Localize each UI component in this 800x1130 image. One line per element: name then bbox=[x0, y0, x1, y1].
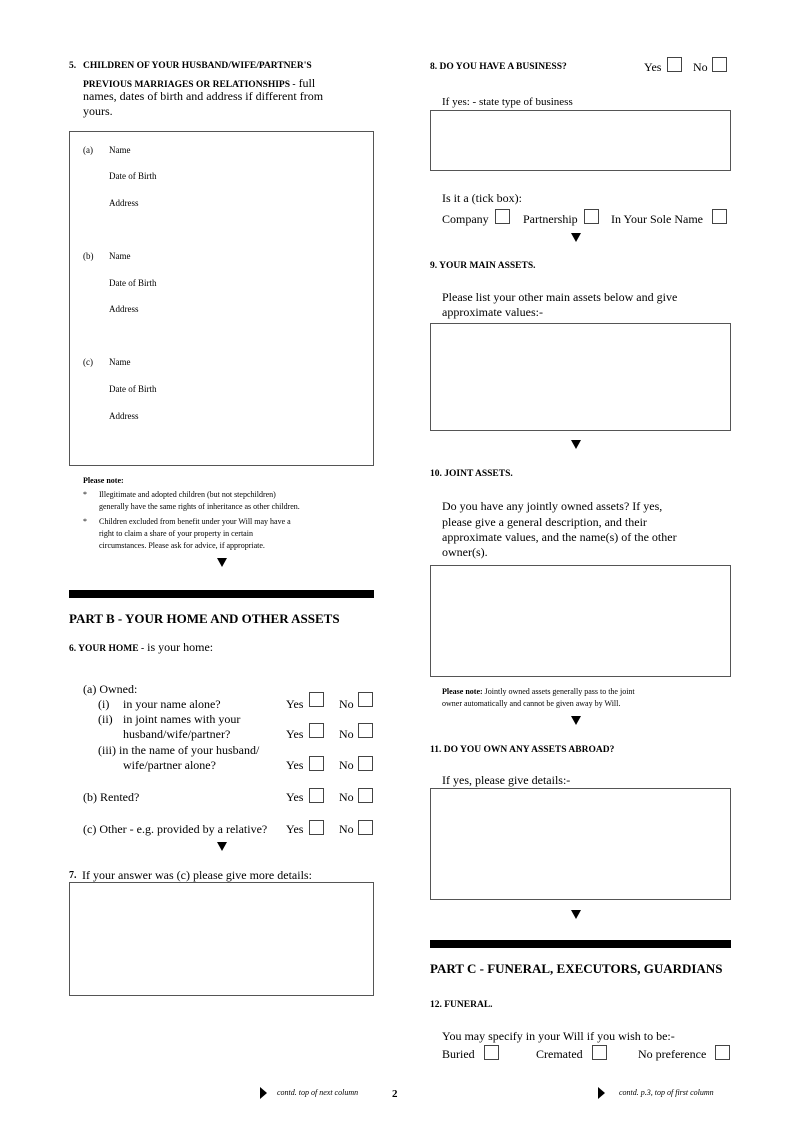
right-footer-contd: contd. p.3, top of first column bbox=[619, 1088, 714, 1097]
q6-iii-yes: Yes bbox=[286, 758, 304, 772]
q6-rented-yes-checkbox[interactable] bbox=[309, 788, 324, 803]
q6-owned-label: (a) Owned: bbox=[83, 682, 138, 696]
q11-title: 11. DO YOU OWN ANY ASSETS ABROAD? bbox=[430, 745, 615, 755]
q6-ii-line1: in joint names with your bbox=[123, 712, 241, 726]
child-b-dob-label: Date of Birth bbox=[109, 278, 157, 288]
q10-title: 10. JOINT ASSETS. bbox=[430, 469, 513, 479]
q11-text: If yes, please give details:- bbox=[442, 773, 571, 787]
q5-note2-bullet: * bbox=[83, 517, 87, 526]
q6-title-rest: is your home: bbox=[144, 640, 214, 654]
q8-partnership-checkbox[interactable] bbox=[584, 209, 599, 224]
q12-buried-label: Buried bbox=[442, 1047, 475, 1061]
q9-title: 9. YOUR MAIN ASSETS. bbox=[430, 261, 536, 271]
q8-partnership-label: Partnership bbox=[523, 212, 578, 226]
q12-text: You may specify in your Will if you wish to be:- bbox=[442, 1029, 675, 1043]
part-c-heading: PART C - FUNERAL, EXECUTORS, GUARDIANS bbox=[430, 961, 723, 976]
continue-next-arrow-icon bbox=[260, 1087, 267, 1099]
q6-ii-no-checkbox[interactable] bbox=[358, 723, 373, 738]
part-b-divider bbox=[69, 590, 374, 598]
q12-title: 12. FUNERAL. bbox=[430, 1000, 493, 1010]
part-c-divider bbox=[430, 940, 731, 948]
q6-i-yes-checkbox[interactable] bbox=[309, 692, 324, 707]
q6-i-text: in your name alone? bbox=[123, 697, 221, 711]
q6-other-yes-checkbox[interactable] bbox=[309, 820, 324, 835]
q6-i-no-checkbox[interactable] bbox=[358, 692, 373, 707]
q8-company-label: Company bbox=[442, 212, 489, 226]
q6-ii-yes: Yes bbox=[286, 727, 304, 741]
q8-yes-checkbox[interactable] bbox=[667, 57, 682, 72]
q5-note2-line1: Children excluded from benefit under your Will may have a bbox=[99, 517, 291, 526]
q5-number: 5. bbox=[69, 61, 77, 71]
q12-cremated-checkbox[interactable] bbox=[592, 1045, 607, 1060]
q12-no-preference-label: No preference bbox=[638, 1047, 707, 1061]
page-number: 2 bbox=[392, 1088, 398, 1100]
q8-business-box[interactable] bbox=[430, 110, 731, 171]
q6-rented-yes: Yes bbox=[286, 790, 304, 804]
q6-i-no: No bbox=[339, 697, 354, 711]
child-c-dob-label: Date of Birth bbox=[109, 384, 157, 394]
child-a-letter: (a) bbox=[83, 145, 93, 155]
q6-rented-no: No bbox=[339, 790, 354, 804]
q6-title bbox=[69, 638, 213, 656]
q10-note-bold: Please note: bbox=[442, 687, 483, 696]
q6-title-bold: 6. YOUR HOME - bbox=[69, 644, 145, 654]
q5-note1-line1: Illegitimate and adopted children (but not stepchildren) bbox=[99, 490, 276, 499]
q5-note-title: Please note: bbox=[83, 476, 124, 485]
q6-ii-yes-checkbox[interactable] bbox=[309, 723, 324, 738]
q5-title-line4: yours. bbox=[83, 104, 113, 118]
q8-sole-label: In Your Sole Name bbox=[611, 212, 703, 226]
q10-joint-assets-box[interactable] bbox=[430, 565, 731, 677]
q10-note-line2: owner automatically and cannot be given away by Will. bbox=[442, 699, 621, 708]
q11-abroad-box[interactable] bbox=[430, 788, 731, 900]
child-a-dob-label: Date of Birth bbox=[109, 171, 157, 181]
continue-arrow-icon bbox=[571, 716, 581, 725]
q8-sole-checkbox[interactable] bbox=[712, 209, 727, 224]
child-a-address-label: Address bbox=[109, 198, 139, 208]
q8-no-label: No bbox=[693, 60, 708, 74]
q8-yes-label: Yes bbox=[644, 60, 662, 74]
continue-arrow-icon bbox=[571, 910, 581, 919]
q8-title: 8. DO YOU HAVE A BUSINESS? bbox=[430, 62, 567, 72]
q6-iii-no: No bbox=[339, 758, 354, 772]
q8-if-yes: If yes: - state type of business bbox=[442, 96, 573, 108]
q5-note1-line2: generally have the same rights of inheritance as other children. bbox=[99, 502, 300, 511]
q10-note-line1 bbox=[442, 686, 635, 698]
child-b-letter: (b) bbox=[83, 251, 94, 261]
q5-title-line2-rest: full bbox=[295, 76, 316, 90]
q6-rented-no-checkbox[interactable] bbox=[358, 788, 373, 803]
child-b-address-label: Address bbox=[109, 304, 139, 314]
continue-arrow-icon bbox=[571, 233, 581, 242]
q7-number: 7. bbox=[69, 870, 77, 881]
q6-other-yes: Yes bbox=[286, 822, 304, 836]
q5-note1-bullet: * bbox=[83, 490, 87, 499]
continue-arrow-icon bbox=[217, 842, 227, 851]
q7-details-box[interactable] bbox=[69, 882, 374, 996]
q6-ii-line2: husband/wife/partner? bbox=[123, 727, 231, 741]
q5-note2-line3: circumstances. Please ask for advice, if appropriate. bbox=[99, 541, 265, 550]
q6-ii-no: No bbox=[339, 727, 354, 741]
q8-is-it: Is it a (tick box): bbox=[442, 191, 522, 205]
q9-line2: approximate values:- bbox=[442, 305, 543, 319]
q5-title-line1: CHILDREN OF YOUR HUSBAND/WIFE/PARTNER'S bbox=[83, 61, 312, 71]
child-a-name-label: Name bbox=[109, 145, 131, 155]
continue-arrow-icon bbox=[571, 440, 581, 449]
q12-cremated-label: Cremated bbox=[536, 1047, 583, 1061]
q10-line2: please give a general description, and their bbox=[442, 515, 647, 529]
q5-title-line3: names, dates of birth and address if different from bbox=[83, 89, 324, 103]
q6-iii-line1: (iii) in the name of your husband/ bbox=[98, 743, 260, 757]
q10-line3: approximate values, and the name(s) of the other bbox=[442, 530, 677, 544]
q8-company-checkbox[interactable] bbox=[495, 209, 510, 224]
q6-iii-no-checkbox[interactable] bbox=[358, 756, 373, 771]
q8-no-checkbox[interactable] bbox=[712, 57, 727, 72]
q9-assets-box[interactable] bbox=[430, 323, 731, 431]
q6-rented-label: (b) Rented? bbox=[83, 790, 140, 804]
q5-note2-line2: right to claim a share of your property in certain bbox=[99, 529, 253, 538]
q6-other-no-checkbox[interactable] bbox=[358, 820, 373, 835]
continue-arrow-icon bbox=[217, 558, 227, 567]
part-b-heading: PART B - YOUR HOME AND OTHER ASSETS bbox=[69, 611, 340, 626]
q6-other-no: No bbox=[339, 822, 354, 836]
q6-i-num: (i) bbox=[98, 697, 110, 711]
q12-no-preference-checkbox[interactable] bbox=[715, 1045, 730, 1060]
q10-line4: owner(s). bbox=[442, 545, 488, 559]
continue-next-arrow-icon bbox=[598, 1087, 605, 1099]
q12-buried-checkbox[interactable] bbox=[484, 1045, 499, 1060]
child-b-name-label: Name bbox=[109, 251, 131, 261]
q10-note-text: Jointly owned assets generally pass to the joint bbox=[482, 687, 635, 696]
q6-other-label: (c) Other - e.g. provided by a relative? bbox=[83, 822, 268, 836]
q6-i-yes: Yes bbox=[286, 697, 304, 711]
q7-text: If your answer was (c) please give more details: bbox=[82, 868, 312, 882]
child-c-address-label: Address bbox=[109, 411, 139, 421]
q6-iii-yes-checkbox[interactable] bbox=[309, 756, 324, 771]
q10-line1: Do you have any jointly owned assets? If yes, bbox=[442, 499, 663, 513]
left-footer-contd: contd. top of next column bbox=[277, 1088, 359, 1097]
child-c-letter: (c) bbox=[83, 357, 93, 367]
q6-iii-line2: wife/partner alone? bbox=[123, 758, 216, 772]
q9-line1: Please list your other main assets below and give bbox=[442, 290, 678, 304]
child-c-name-label: Name bbox=[109, 357, 131, 367]
q6-ii-num: (ii) bbox=[98, 712, 113, 726]
q5-title-line2-bold: PREVIOUS MARRIAGES OR RELATIONSHIPS - bbox=[83, 80, 296, 90]
